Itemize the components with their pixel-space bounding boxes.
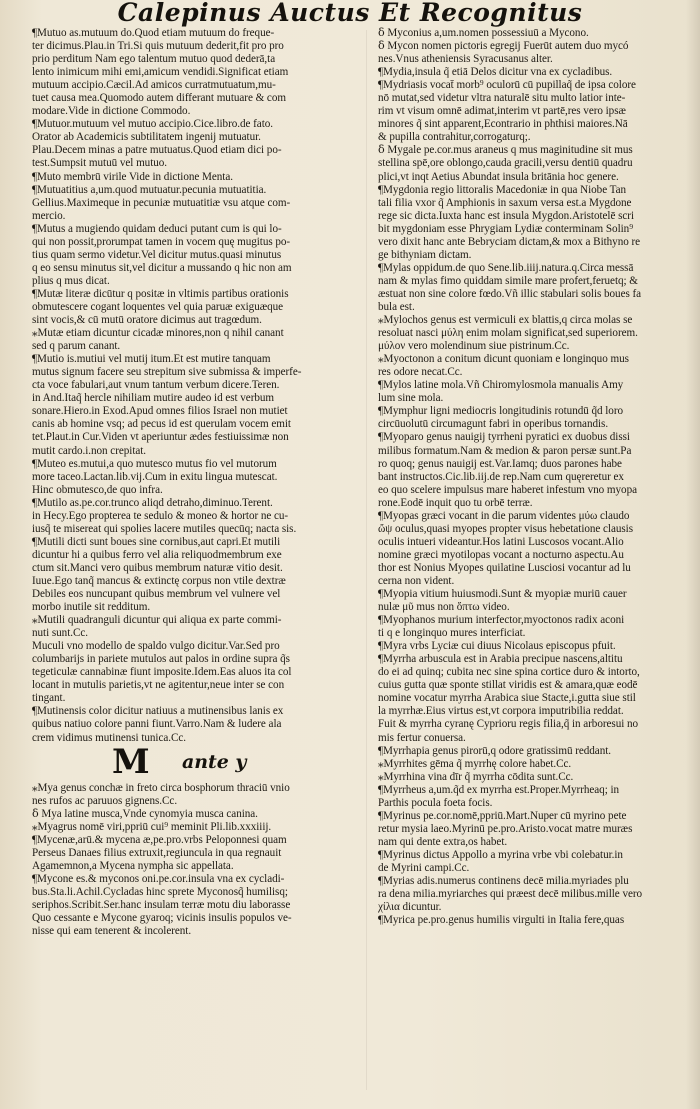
text-line: ⁎Myrrhites gēma q̃ myrrhę colore habet.Cc.	[378, 757, 572, 770]
text-line: rege sic dicta.Iuxta hanc est insula Mygdon.Aristotelē scri	[378, 209, 634, 222]
text-line: Gellius.Maximeque in pecuniæ mutuatitiæ vsu atque com-	[32, 196, 291, 209]
text-line: ¶Myopia vitium huiusmodi.Sunt & myopiæ muriū cauer	[378, 588, 627, 601]
text-line: canis ab homine vsq; ad pecus id est querulam vocem emit	[32, 418, 291, 431]
text-line: rim vt visum omnē adimat,interim vt partē,res vero ipsæ	[378, 105, 626, 118]
text-line: ¶Myrica pe.pro.genus humilis virgulti in Italia fere,quas	[378, 914, 625, 927]
text-line: Quo cessante e Mycone gyaroq; vicinis insulis populos ve-	[32, 912, 292, 925]
text-line: nes rufos ac paruuos gignens.Cc.	[32, 794, 178, 807]
text-line: mutuum accipio.Cæcil.Ad amicos curratmutuatum,mu-	[32, 79, 276, 92]
text-line: χίλια dicuntur.	[378, 901, 442, 914]
text-line: more taceo.Lactan.lib.vij.Cum in exitu lingua mutescat.	[32, 470, 278, 483]
text-line: lento inimicum mihi emi,amicum vendidi.Significat etiam	[32, 66, 289, 79]
text-line: nō mutat,sed videtur vltra naturalē situ multo latior inte-	[378, 92, 626, 105]
text-line: ro quoq; genus nauigij est.Var.Iamq; duos parones habe	[378, 457, 622, 470]
text-line: bus.Sta.li.Achil.Cycladas hinc sprete Myconosq̃ humilisq;	[32, 885, 288, 898]
text-line: ti q e longinquo mures interficiat.	[378, 627, 526, 640]
text-line: tius quam sermo videtur.Vel dicitur mutus.quasi minutus	[32, 248, 282, 261]
text-line: qui non possit,prorumpat tamen in vocem quę mugitus po-	[32, 235, 291, 248]
text-line: ¶Mygdonia regio littoralis Macedoniæ in qua Niobe Tan	[378, 183, 627, 196]
text-line: ¶Myrrhapia genus pirorū,q odore gratissimū reddant.	[378, 744, 611, 757]
text-line: morbo inutile sit redditum.	[32, 601, 151, 614]
left-column	[32, 27, 354, 938]
section-initial: M	[112, 741, 150, 782]
text-line: & pupilla contrahitur,corrogaturq;.	[378, 131, 531, 144]
right-column	[378, 27, 678, 927]
text-line: cta voce fabulari,aut vnum tantum verbum dicere.Teren.	[32, 379, 280, 392]
text-line: ¶Mycone es.& myconos oni.pe.cor.insula vna ex cycladi-	[32, 872, 285, 885]
text-line: ⁎Mylochos genus est vermiculi ex blattis,q circa molas se	[378, 314, 633, 327]
text-line: bit mygdoniam esse Phrygiam Lydiæ conterminam Solin⁹	[378, 222, 634, 235]
text-line: ¶Muteo es.mutui,a quo mutesco mutus fio vel mutorum	[32, 457, 277, 470]
text-line: res odore necat.Cc.	[378, 366, 463, 379]
text-line: ¶Myrinus dictus Appollo a myrina vrbe vbi colebatur.in	[378, 848, 623, 861]
page-edge-shadow	[686, 0, 700, 1109]
text-line: rone.Eodē inquit quo tu orbē terræ.	[378, 496, 533, 509]
running-head: Calepinus Auctus Et Recognitus	[117, 0, 583, 27]
text-line: cuius gutta quæ sponte stillat viridis est & amara,quæ eodē	[378, 679, 638, 692]
text-line: Plau.Decem minas a patre mutuatus.Quod etiam dici po-	[32, 144, 282, 157]
text-line: seriphos.Scribit.Ser.hanc insulam terræ motu diu laborasse	[32, 899, 291, 911]
text-line: milibus formatum.Nam & medion & paron persæ sunt.Pa	[378, 444, 632, 457]
text-line: ¶Mycenæ,arū.& mycena æ,pe.pro.vrbs Peloponnesi quam	[32, 833, 287, 846]
text-line: ¶Myrrheus a,um.q̃d ex myrrha est.Proper.Myrrheaq; in	[378, 783, 620, 796]
text-line: nisse qui eam tenerent & incolerent.	[32, 925, 192, 938]
text-line: Debiles eos nuncupant quibus membrum vel vulnere vel	[32, 588, 281, 601]
text-line: ¶Myra vrbs Lyciæ cui diuus Nicolaus episcopus pfuit.	[378, 640, 616, 653]
text-line: ¶Myoparo genus nauigij tyrrheni pyratici ex duobus dissi	[378, 431, 630, 444]
text-line: ¶Mutilo as.pe.cor.trunco aliqd detraho,diminuo.Terent.	[32, 496, 273, 509]
text-line: ¶Mutuor.mutuum vel mutuo accipio.Cice.libro.de fato.	[32, 118, 273, 131]
text-line: Iuue.Ego tanq̃ mancus & extinctę corpus non vtile dextræ	[32, 574, 286, 587]
text-line: ¶Mymphur ligni mediocris longitudinis rotundū q̃d loro	[378, 405, 624, 418]
text-line: mercio.	[32, 209, 66, 222]
text-line: ¶Mutæ literæ dicūtur q positæ in vltimis partibus orationis	[32, 287, 289, 300]
text-line: ẟ Myconius a,um.nomen possessiuū a Mycono.	[378, 27, 589, 39]
text-line: ge bithyniam dictam.	[378, 248, 472, 261]
text-line: Orator ab Academicis subtilitatem ingenij mutuatur.	[32, 131, 261, 144]
text-line: ¶Mydia,insula q̃ etiā Delos dicitur vna ex cycladibus.	[378, 66, 613, 79]
text-line: in And.Itaq̃ hercle nihiliam mutire audeo id est verbum	[32, 392, 275, 405]
text-line: sint vocis,& cū mutū oratore dicimus aut tragœdum.	[32, 314, 262, 327]
text-line: stellina spē,ore oblongo,cauda gracili,versu dentiū quadru	[378, 157, 633, 170]
text-line: ¶Mylas oppidum.de quo Sene.lib.iiij.natura.q.Circa messā	[378, 261, 634, 274]
text-line: Parthis pocula foeta focis.	[378, 796, 493, 809]
text-line: ¶Muto membrū virile Vide in dictione Menta.	[32, 170, 233, 183]
text-line: bula est.	[378, 300, 415, 313]
text-line: bant instructos.Cic.lib.iij.de rep.Nam cum quęreretur ex	[378, 470, 624, 483]
text-line: nulæ μῦ mus non ὄπτω video.	[378, 601, 510, 614]
text-line: ¶Myrias adis.numerus continens decē milia.myriades plu	[378, 875, 629, 888]
text-line: locant in mutulis parietis,vt ne agitentur,neue inter se con	[32, 679, 285, 692]
text-line: iusq̃ te misereat qui spolies lacere mutiles quecūq; nacta sis.	[32, 522, 297, 535]
text-line: la myrrhæ.Eius virtus est,vt corpora imputribilia reddat.	[378, 705, 624, 718]
text-line: quibus natiuo colore panni fiunt.Varro.Nam & ludere ala	[32, 718, 282, 731]
text-line: mutus signum facere seu strepitum sive submissa & imperfe-	[32, 366, 302, 379]
text-line: ¶Myrinus pe.cor.nomē,ppriū.Mart.Nuper cū myrino pete	[378, 809, 627, 822]
text-line: ¶Myopas græci vocant in die parum videntes μύω claudo	[378, 509, 630, 522]
text-line: cerna non vident.	[378, 574, 455, 587]
text-line: ⁎Mutili quadranguli dicuntur qui aliqua ex parte commi-	[32, 614, 282, 627]
text-line: ¶Mylos latine mola.Vñ Chiromylosmola manualis Amy	[378, 379, 624, 392]
text-line: nomine græci myotilopas vocant a nocturno aspectu.Au	[378, 548, 624, 561]
text-line: ẟ Mycon nomen pictoris egregij Fuerūt autem duo mycó	[378, 40, 629, 53]
text-line: dicuntur hi a quibus ferro vel alia reliquodmembrum exe	[32, 548, 282, 561]
text-line: tet.Plaut.in Cur.Viden vt aperiuntur ædes festiuissimæ non	[32, 431, 289, 444]
text-line: tuet causa mea.Quomodo autem differant mutuare & com	[32, 92, 286, 105]
text-line: ⁎Myagrus nomē viri,ppriū cui⁹ meminit Pli.lib.xxxiiij.	[32, 820, 272, 833]
text-line: do ei ad quinq; cubita nec sine spina cortice duro & intorto,	[378, 666, 640, 679]
text-line: tingant.	[32, 692, 66, 705]
text-line: Muculi vno modello de spaldo vulgo dicitur.Var.Sed pro	[32, 640, 280, 653]
text-line: ¶Mutinensis color dicitur natiuus a mutinensibus lanis ex	[32, 705, 284, 718]
text-line: thor est Nonius Myopes quilatine Lusciosi vocantur ad lu	[378, 561, 631, 574]
text-line: prio perditum Nam ego talentum mutuo quod dederā,ta	[32, 53, 276, 66]
text-line: sed q parum canant.	[32, 340, 121, 353]
text-line: in Hecy.Ego propterea te sedulo & moneo & hortor ne cu-	[32, 509, 289, 522]
text-line: lum sine mola.	[378, 392, 444, 405]
text-line: q eo sensu minutus sit,vel dicitur a mussando q hic non am	[32, 261, 292, 274]
text-line: Agamemnon,a Mycena nympha sic appellata.	[32, 859, 234, 872]
text-line: ¶Mydriasis vocat̄ morb⁹ oculorū cū pupillaq̃ de ipsa colore	[378, 79, 636, 92]
text-line: obmutescere cogant loquentes vel quia paruæ exiguæque	[32, 300, 284, 313]
text-line: ẟ Mygale pe.cor.mus araneus q mus maginitudine sit mus	[378, 144, 633, 157]
text-line: nuti sunt.Cc.	[32, 627, 88, 640]
text-line: ra dena milia.myriarches qui præest decē milibus.mille vero	[378, 888, 643, 901]
text-line: nes.Vnus atheniensis Syracusanus alter.	[378, 53, 553, 66]
text-line: ter dicimus.Plau.in Tri.Si quis mutuum dederit,fit pro pro	[32, 40, 284, 53]
text-line: minores q̃ sint apparent,Econtrario in phthisi maiores.Nā	[378, 118, 628, 131]
text-line: ¶Mutus a mugiendo quidam deduci putant cum is qui lo-	[32, 222, 282, 235]
text-line: ¶Mutio is.mutiui vel mutij itum.Et est mutire tanquam	[32, 353, 271, 366]
text-line: ὤψ oculus,quasi myopes propter visus hebetatione clausis	[378, 522, 634, 535]
text-line: Fuit & myrrha cyranę Cyprioru regis filia,q̃ in arboresui no	[378, 718, 639, 731]
text-line: mutit cardo.i.non crepitat.	[32, 444, 147, 457]
text-line: tali filia vxor q̃ Amphionis in saxum versa est.a Mygdone	[378, 196, 632, 209]
text-line: resoluat nasci μύλη enim molam significat,sed superiorem.	[378, 327, 638, 340]
text-line: ẟ Mya latine musca,Vnde cynomyia musca canina.	[32, 807, 258, 820]
text-line: vero dixit hanc ante Bebryciam dictam,& mox a Bithyno re	[378, 235, 641, 248]
text-line: mis fertur conuersa.	[378, 731, 466, 744]
text-line: tegeticulæ cannabinæ fiunt imposite.Idem.Eas aluos ita col	[32, 666, 292, 679]
text-line: ⁎Mya genus conchæ in freto circa bosphorum thraciū vnio	[32, 781, 290, 794]
text-line: æstuat non sine colore fœdo.Vñ illic stabulari solis boues fa	[378, 287, 642, 300]
text-line: retur mysia laeo.Myrinū pe.pro.Aristo.vocat matre muræs	[378, 822, 633, 835]
text-line: eo quo scelere impulsus mare haberet infestum vno myopa	[378, 483, 637, 496]
text-line: test.Sumpsit mutuū vel mutuo.	[32, 157, 168, 170]
text-line: Hinc obmutesco,de quo infra.	[32, 483, 163, 496]
text-line: ⁎Myrrhina vina dīr q̃ myrrha cōdita sunt.Cc.	[378, 770, 574, 783]
text-line: plici,vt inqt Aetius Abundat insula britānia hoc genere.	[378, 170, 619, 183]
text-line: nam & mylas fimo quiddam simile mare profert,feruetq; &	[378, 274, 638, 287]
text-line: columbarijs in pariete mutulos aut palos in ordine supra q̃s	[32, 653, 290, 666]
text-line: plius q mus dicat.	[32, 274, 110, 287]
text-line: circūuolutū circumagunt fabri in operibus tornandis.	[378, 418, 609, 431]
text-line: ¶Myophanos murium interfector,myoctonos radix aconi	[378, 614, 625, 627]
text-line: nomine vocatur myrrha Arabica siue Stacte,i.gutta siue stil	[378, 692, 636, 705]
text-line: sonare.Hiero.in Exod.Apud omnes filios Israel non mutiet	[32, 405, 288, 418]
text-line: nam qui dente extra,os habet.	[378, 835, 508, 848]
text-line: Perseus Danaes filius extruxit,regiuncula in qua regnauit	[32, 846, 282, 859]
text-line: de Myrini campi.Cc.	[378, 862, 470, 874]
text-line: crem vidimus mutinensi tunica.Cc.	[32, 731, 186, 744]
text-line: μύλον vero molendinum siue pistrinum.Cc.	[378, 340, 570, 353]
text-line: ¶Mutuo as.mutuum do.Quod etiam mutuum do freque-	[32, 27, 275, 39]
text-line: ¶Myrrha arbuscula est in Arabia precipue nascens,altitu	[378, 653, 623, 666]
section-title: ante y	[182, 750, 247, 773]
text-line: ¶Mutuatitius a,um.quod mutuatur.pecunia mutuatitia.	[32, 183, 267, 196]
text-line: ctum sit.Manci vero quibus membrum naturæ vitio desit.	[32, 561, 283, 574]
section-heading	[32, 741, 354, 782]
text-line: ¶Mutili dicti sunt boues sine cornibus,aut capri.Et mutili	[32, 535, 281, 548]
text-line: ⁎Mutæ etiam dicuntur cicadæ minores,non q nihil canant	[32, 327, 284, 340]
text-line: oculis intueri videantur.Hos latini Luscosos vocant.Alio	[378, 535, 624, 548]
text-line: ⁎Myoctonon a conitum dicunt quoniam e longinquo mus	[378, 353, 629, 366]
column-gutter	[366, 30, 367, 1090]
text-line: modare.Vide in dictione Commodo.	[32, 105, 191, 118]
